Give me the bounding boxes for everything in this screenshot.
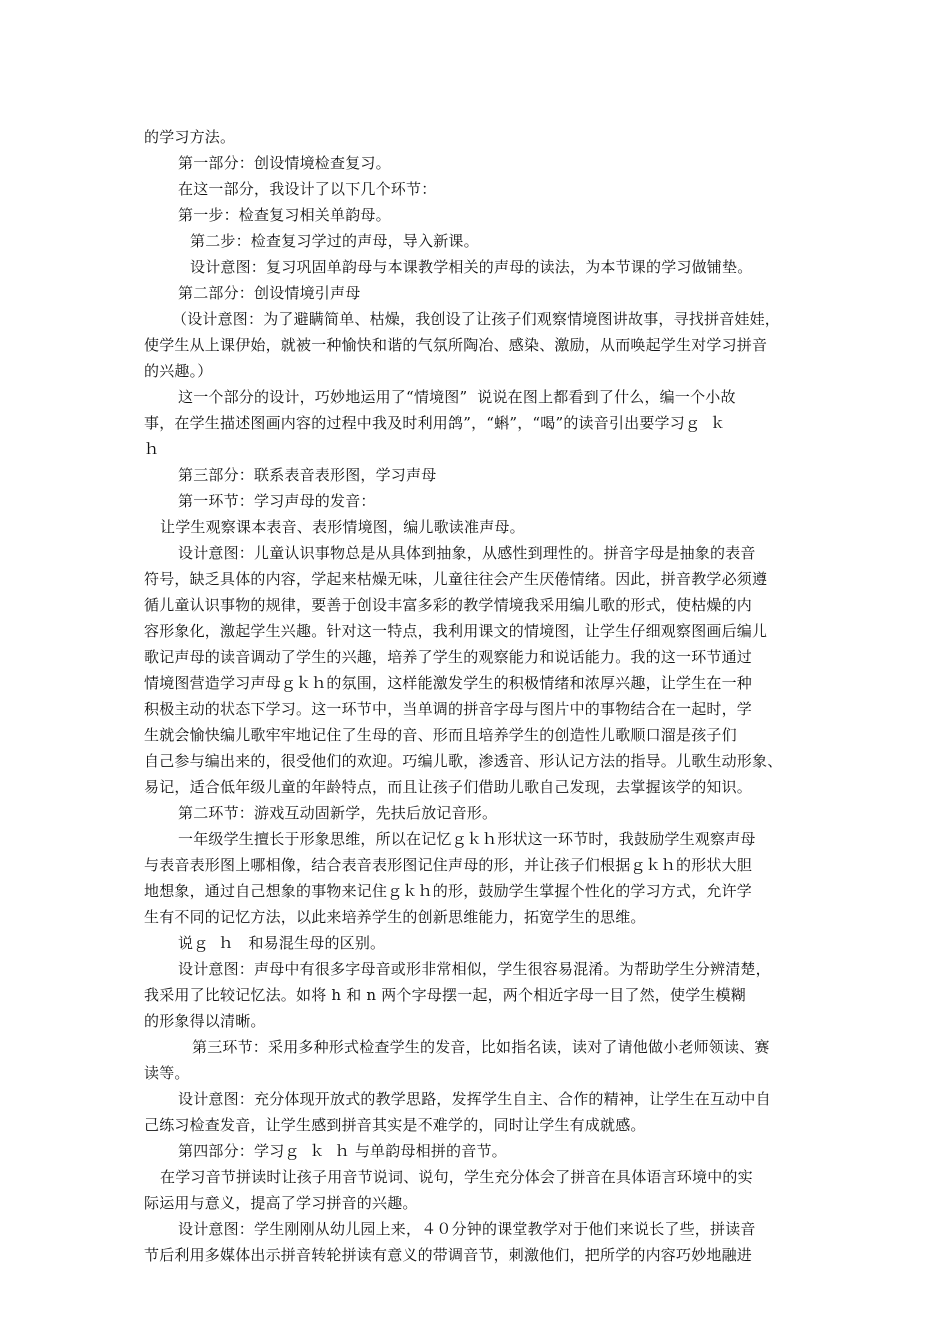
text-line: 循儿童认识事物的规律，要善于创设丰富多彩的教学情境我采用编儿歌的形式，使枯燥的内: [144, 596, 753, 614]
text-line: 歌记声母的读音调动了学生的兴趣，培养了学生的观察能力和说话能力。我的这一环节通过: [144, 648, 753, 666]
text-line: 地想象，通过自己想象的事物来记住ｇｋｈ的形，鼓励学生掌握个性化的学习方式，允许学: [144, 882, 753, 900]
text-line: 第三环节：采用多种形式检查学生的发音，比如指名读，读对了请他做小老师领读、赛: [192, 1038, 770, 1056]
text-line: ｈ: [144, 440, 160, 458]
text-line: 自己参与编出来的，很受他们的欢迎。巧编儿歌，渗透音、形认记方法的指导。儿歌生动形象、: [144, 752, 783, 770]
text-line: 设计意图：声母中有很多字母音或形非常相似，学生很容易混淆。为帮助学生分辨清楚，: [178, 960, 771, 978]
text-line: 的形象得以清晰。: [144, 1012, 266, 1030]
text-line: 一年级学生擅长于形象思维，所以在记忆ｇｋｈ形状这一环节时，我鼓励学生观察声母: [178, 830, 756, 848]
text-line: 第三部分：联系表音表形图，学习声母: [178, 466, 437, 484]
text-line: 第一环节：学习声母的发音：: [178, 492, 376, 510]
text-line: 设计意图：复习巩固单韵母与本课教学相关的声母的读法，为本节课的学习做铺垫。: [190, 258, 753, 276]
text-line: 设计意图：学生刚刚从幼儿园上来，４０分钟的课堂教学对于他们来说长了些，拼读音: [178, 1220, 756, 1238]
text-line: 容形象化，激起学生兴趣。针对这一特点，我利用课文的情境图，让学生仔细观察图画后编儿: [144, 622, 768, 640]
text-line: 第二步：检查复习学过的声母，导入新课。: [190, 232, 479, 250]
text-line: 情境图营造学习声母ｇｋｈ的氛围，这样能激发学生的积极情绪和浓厚兴趣，让学生在一种: [144, 674, 753, 692]
text-line: （设计意图：为了避瞒简单、枯燥，我创设了让孩子们观察情境图讲故事，寻找拼音娃娃，: [172, 310, 781, 328]
text-line: 这一个部分的设计，巧妙地运用了“情境图” 说说在图上都看到了什么，编一个小故: [178, 388, 736, 406]
text-line: 事，在学生描述图画内容的过程中我及时利用鸽”，“蝌”，“喝”的读音引出要学习ｇ ｋ: [144, 414, 726, 432]
text-line: 设计意图：儿童认识事物总是从具体到抽象，从感性到理性的。拼音字母是抽象的表音: [178, 544, 756, 562]
text-line: 积极主动的状态下学习。这一环节中，当单调的拼音字母与图片中的事物结合在一起时，学: [144, 700, 753, 718]
text-line: 己练习检查发音，让学生感到拼音其实是不难学的，同时让学生有成就感。: [144, 1116, 646, 1134]
text-line: 在学习音节拼读时让孩子用音节说词、说句，学生充分体会了拼音在具体语言环境中的实: [160, 1168, 753, 1186]
text-line: 设计意图：充分体现开放式的教学思路，发挥学生自主、合作的精神，让学生在互动中自: [178, 1090, 771, 1108]
text-line: 的兴趣。）: [144, 362, 213, 380]
text-line: 说ｇ ｈ 和易混生母的区别。: [178, 934, 386, 952]
text-line: 生有不同的记忆方法，以此来培养学生的创新思维能力，拓宽学生的思维。: [144, 908, 646, 926]
text-line: 第一部分：创设情境检查复习。: [178, 154, 391, 172]
text-line: 第二部分：创设情境引声母: [178, 284, 361, 302]
text-line: 与表音表形图上哪相像，结合表音表形图记住声母的形，并让孩子们根据ｇｋｈ的形状大胆: [144, 856, 753, 874]
text-line: 符号，缺乏具体的内容，学起来枯燥无味，儿童往往会产生厌倦情绪。因此，拼音教学必须遵: [144, 570, 768, 588]
text-line: 我采用了比较记忆法。如将 h 和 n 两个字母摆一起，两个相近字母一目了然，使学生模糊: [144, 986, 746, 1004]
text-line: 际运用与意义，提高了学习拼音的兴趣。: [144, 1194, 418, 1212]
text-line: 的学习方法。: [144, 128, 236, 146]
text-line: 让学生观察课本表音、表形情境图，编儿歌读准声母。: [160, 518, 525, 536]
text-line: 在这一部分，我设计了以下几个环节：: [178, 180, 437, 198]
text-line: 使学生从上课伊始，就被一种愉快和谐的气氛所陶冶、感染、激励，从而唤起学生对学习拼音: [144, 336, 768, 354]
text-line: 第一步：检查复习相关单韵母。: [178, 206, 391, 224]
document-body: [144, 124, 808, 1268]
text-line: 生就会愉快编儿歌牢牢地记住了生母的音、形而且培养学生的创造性儿歌顺口溜是孩子们: [144, 726, 737, 744]
text-line: 易记，适合低年级儿童的年龄特点，而且让孩子们借助儿歌自己发现，去掌握该学的知识。: [144, 778, 753, 796]
text-line: 读等。: [144, 1064, 190, 1082]
text-line: 第二环节：游戏互动固新学，先扶后放记音形。: [178, 804, 498, 822]
text-line: 第四部分：学习ｇ ｋ ｈ 与单韵母相拼的音节。: [178, 1142, 507, 1160]
text-line: 节后利用多媒体出示拼音转轮拼读有意义的带调音节，刺激他们，把所学的内容巧妙地融进: [144, 1246, 753, 1264]
